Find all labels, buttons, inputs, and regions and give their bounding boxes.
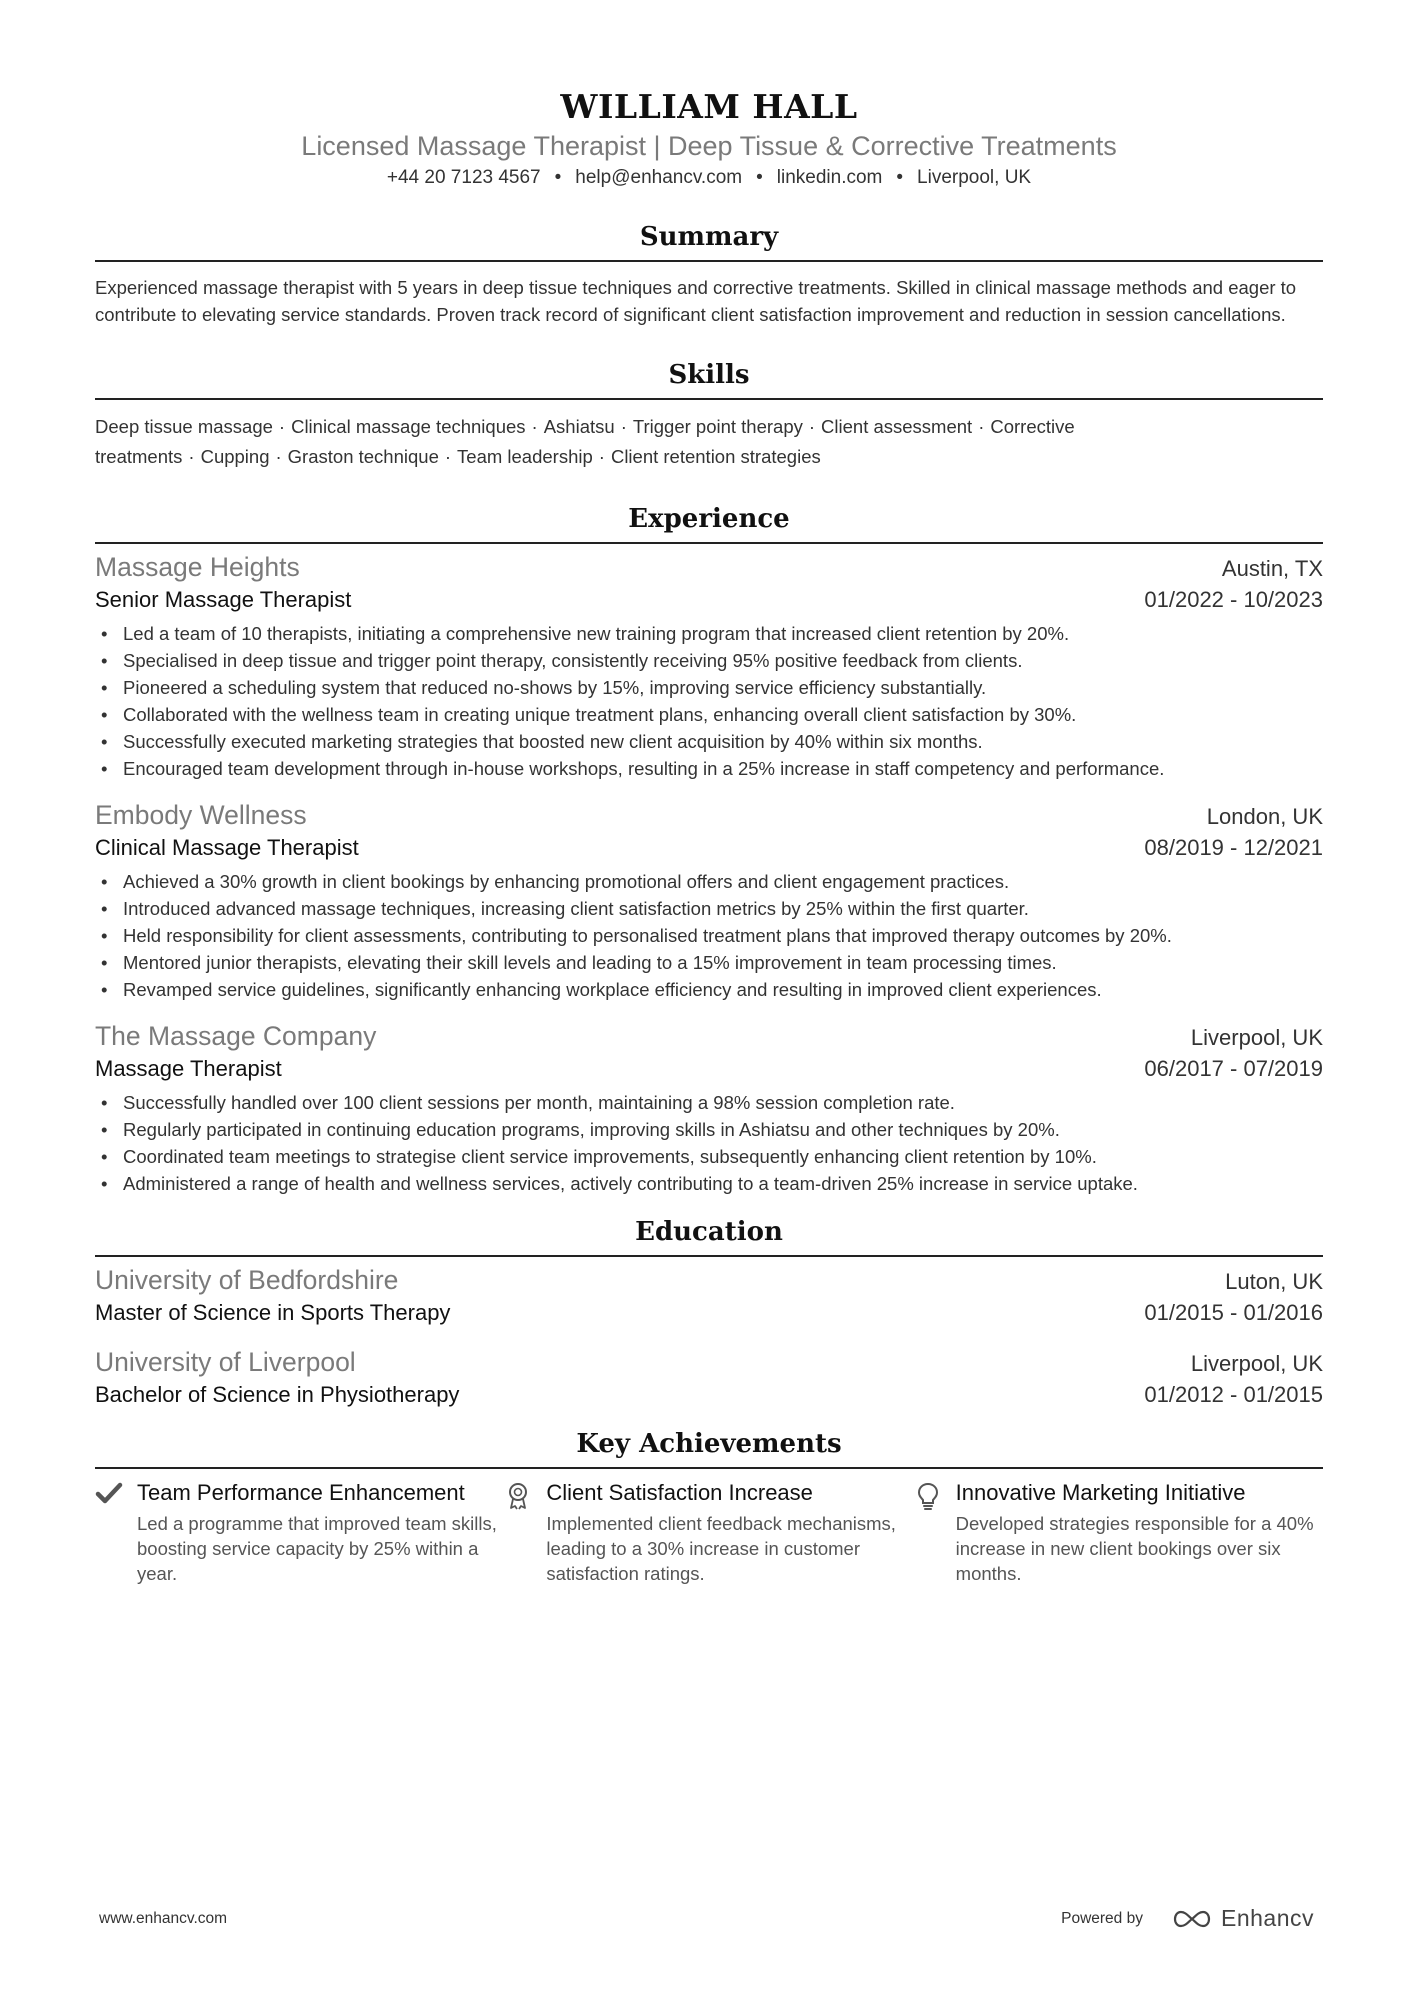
skill-separator: · (598, 446, 605, 467)
location-text: Liverpool, UK (917, 167, 1032, 188)
skill-item: Client retention strategies (610, 446, 821, 467)
summary-section (95, 220, 1323, 328)
section-title-achievements: Key Achievements (95, 1427, 1323, 1469)
skill-item: Team leadership (457, 446, 593, 467)
bullet-item: • Achieved a 30% growth in client bookings by enhancing promotional offers and client engagement practices. (95, 868, 1323, 895)
achievement-bullets (95, 620, 1323, 782)
entry-subheader-row (95, 584, 1323, 616)
achievement-bullets (95, 1089, 1323, 1197)
skill-separator: · (978, 416, 985, 437)
skills-section (95, 358, 1323, 472)
section-title-summary: Summary (95, 220, 1323, 262)
skill-item: Cupping (200, 446, 270, 467)
job-location: Austin, TX (1221, 556, 1323, 581)
entry-subheader-row (95, 1297, 1323, 1329)
award-icon (504, 1479, 546, 1586)
email-link[interactable]: help@enhancv.com (575, 167, 743, 188)
school-location: Liverpool, UK (1190, 1351, 1323, 1376)
skill-separator: · (278, 416, 286, 437)
bullet-item: • Introduced advanced massage techniques, increasing client satisfaction metrics by 25% within the first quarter. (95, 895, 1323, 922)
company-name: The Massage Company (95, 1021, 377, 1051)
school-name: University of Liverpool (95, 1347, 356, 1377)
job-location: London, UK (1206, 804, 1323, 829)
entry-header-row (95, 1019, 1323, 1053)
experience-entry (95, 798, 1323, 1003)
brand-name: Enhancv (1220, 1905, 1314, 1931)
skill-separator: · (275, 446, 282, 467)
bullet-item: • Led a team of 10 therapists, initiating a comprehensive new training program that increased client retention by 20%. (95, 620, 1323, 647)
separator-dot: • (896, 167, 904, 188)
skill-item: Graston technique (287, 446, 439, 467)
skill-separator: · (188, 446, 195, 467)
skill-item: Clinical massage techniques (291, 416, 526, 437)
achievement-title: Innovative Marketing Initiative (955, 1480, 1246, 1505)
bullet-item: • Revamped service guidelines, significantly enhancing workplace efficiency and resulting in improved client experiences. (95, 976, 1323, 1003)
separator-dot: • (554, 167, 562, 188)
job-title: Clinical Massage Therapist (95, 835, 359, 860)
candidate-headline: Licensed Massage Therapist | Deep Tissue & Corrective Treatments (301, 131, 1117, 161)
degree-title: Master of Science in Sports Therapy (95, 1300, 451, 1325)
separator-dot: • (756, 167, 763, 188)
entry-subheader-row (95, 1053, 1323, 1085)
achievement-description: Implemented client feedback mechanisms, leading to a 30% increase in customer satisfaction ratings. (546, 1513, 896, 1584)
bullet-item: • Specialised in deep tissue and trigger point therapy, consistently receiving 95% positive feedback from clients. (95, 647, 1323, 674)
achievement-card (95, 1479, 504, 1586)
achievement-text (137, 1479, 504, 1586)
bullet-item: • Mentored junior therapists, elevating their skill levels and leading to a 15% improvement in team processing times. (95, 949, 1323, 976)
footer-url[interactable]: www.enhancv.com (99, 1909, 228, 1927)
job-dates: 08/2019 - 12/2021 (1144, 835, 1323, 860)
bullet-item: • Administered a range of health and wellness services, actively contributing to a team-driven 25% increase in service uptake. (95, 1170, 1323, 1197)
entry-subheader-row (95, 832, 1323, 864)
entry-header-row (95, 1263, 1323, 1297)
achievement-text (956, 1479, 1323, 1586)
degree-title: Bachelor of Science in Physiotherapy (95, 1382, 460, 1407)
linkedin-link[interactable]: linkedin.com (776, 167, 883, 188)
powered-by-label: Powered by (1061, 1909, 1143, 1927)
resume-header (95, 88, 1323, 190)
skill-item: Deep tissue massage (95, 416, 273, 437)
entry-header-row (95, 798, 1323, 832)
section-title-skills: Skills (95, 358, 1323, 400)
contact-line (95, 166, 1323, 190)
job-dates: 06/2017 - 07/2019 (1144, 1056, 1323, 1081)
school-location: Luton, UK (1225, 1269, 1323, 1294)
bullet-item: • Coordinated team meetings to strategise client service improvements, subsequently enhancing client retention by 10%. (95, 1143, 1323, 1170)
bullet-item: • Successfully handled over 100 client sessions per month, maintaining a 98% session completion rate. (95, 1089, 1323, 1116)
skill-item: Trigger point therapy (632, 416, 803, 437)
entry-header-row (95, 1345, 1323, 1379)
section-title-experience: Experience (95, 502, 1323, 544)
skill-separator: · (620, 416, 627, 437)
education-entry (95, 1345, 1323, 1411)
skills-list (95, 412, 1323, 472)
entry-subheader-row (95, 1379, 1323, 1411)
education-dates: 01/2012 - 01/2015 (1144, 1382, 1323, 1407)
enhancv-logo-icon (1169, 1908, 1215, 1930)
lightbulb-icon (914, 1479, 956, 1586)
checkmark-icon (95, 1479, 137, 1586)
entry-header-row (95, 550, 1323, 584)
skill-item: Corrective treatments (95, 416, 1075, 467)
phone-number: +44 20 7123 4567 (386, 167, 541, 188)
brand-logo (1169, 1905, 1314, 1932)
experience-entry (95, 550, 1323, 782)
company-name: Embody Wellness (95, 800, 307, 830)
achievement-text (546, 1479, 913, 1586)
powered-by (1061, 1905, 1314, 1932)
achievements-section (95, 1427, 1323, 1586)
candidate-name: WILLIAM HALL (560, 87, 858, 126)
education-section (95, 1215, 1323, 1411)
section-title-education: Education (95, 1215, 1323, 1257)
summary-text: Experienced massage therapist with 5 years in deep tissue techniques and corrective treatments. Skilled in clinical massage methods and eager to contribute to elevating service standards. Proven track record of significant client satisfaction improvement and reduction in session cancellations. (95, 277, 1297, 325)
bullet-item: • Regularly participated in continuing education programs, improving skills in Ashiatsu and other techniques by 20%. (95, 1116, 1323, 1143)
achievement-title: Client Satisfaction Increase (546, 1480, 813, 1505)
bullet-item: • Encouraged team development through in-house workshops, resulting in a 25% increase in staff competency and performance. (95, 755, 1323, 782)
resume-page (95, 88, 1323, 1586)
experience-entry (95, 1019, 1323, 1197)
page-footer (99, 1905, 1314, 1932)
achievement-card (914, 1479, 1323, 1586)
job-dates: 01/2022 - 10/2023 (1144, 587, 1323, 612)
bullet-item: • Collaborated with the wellness team in creating unique treatment plans, enhancing overall client satisfaction by 30%. (95, 701, 1323, 728)
job-location: Liverpool, UK (1190, 1025, 1323, 1050)
school-name: University of Bedfordshire (95, 1265, 399, 1295)
bullet-item: • Pioneered a scheduling system that reduced no-shows by 15%, improving service efficiency substantially. (95, 674, 1323, 701)
achievement-description: Developed strategies responsible for a 40% increase in new client bookings over six months. (955, 1513, 1314, 1584)
experience-section (95, 502, 1323, 1197)
job-title: Senior Massage Therapist (95, 587, 352, 612)
bullet-item: • Held responsibility for client assessments, contributing to personalised treatment plans that improved therapy outcomes by 20%. (95, 922, 1323, 949)
achievement-bullets (95, 868, 1323, 1003)
achievement-card (504, 1479, 913, 1586)
company-name: Massage Heights (95, 552, 300, 582)
bullet-item: • Successfully executed marketing strategies that boosted new client acquisition by 40% within six months. (95, 728, 1323, 755)
skill-item: Ashiatsu (543, 416, 615, 437)
skill-item: Client assessment (821, 416, 973, 437)
achievement-description: Led a programme that improved team skills, boosting service capacity by 25% within a year. (137, 1513, 497, 1584)
achievement-title: Team Performance Enhancement (137, 1480, 465, 1505)
education-dates: 01/2015 - 01/2016 (1144, 1300, 1323, 1325)
skill-separator: · (444, 446, 452, 467)
education-entry (95, 1263, 1323, 1329)
job-title: Massage Therapist (95, 1056, 282, 1081)
skill-separator: · (531, 416, 538, 437)
skill-separator: · (808, 416, 816, 437)
